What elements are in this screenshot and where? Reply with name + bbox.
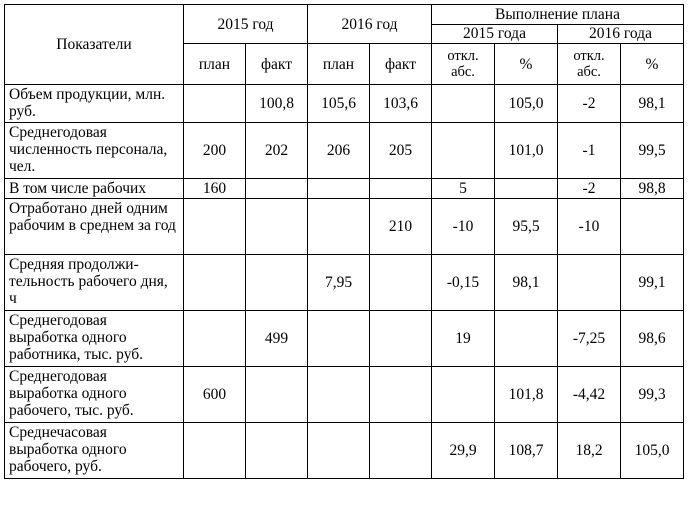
cell-dev-2016: -2	[558, 179, 621, 199]
cell-pct-2016: 99,1	[621, 255, 684, 311]
cell-pct-2016: 105,0	[621, 423, 684, 479]
row-label: Среднегодовая выработка одного рабочего, тыс. руб.	[5, 367, 184, 423]
cell-fact-2016	[370, 255, 432, 311]
cell-plan-2016	[308, 311, 370, 367]
cell-dev-2016: -1	[558, 123, 621, 179]
cell-pct-2016: 99,5	[621, 123, 684, 179]
cell-plan-2015	[184, 255, 246, 311]
header-indicators: Показатели	[5, 5, 184, 85]
cell-fact-2015	[246, 255, 308, 311]
cell-pct-2015: 95,5	[495, 199, 558, 255]
cell-dev-2015	[432, 85, 495, 123]
table-row	[5, 255, 684, 311]
cell-dev-2015	[432, 367, 495, 423]
cell-fact-2015: 499	[246, 311, 308, 367]
row-label: Отработано дней одним рабочим в среднем за год	[5, 199, 184, 255]
table-row	[5, 123, 684, 179]
header-percent-2016: %	[621, 44, 684, 85]
cell-pct-2016: 98,6	[621, 311, 684, 367]
cell-plan-2015: 160	[184, 179, 246, 199]
cell-fact-2015: 202	[246, 123, 308, 179]
cell-dev-2016: -10	[558, 199, 621, 255]
cell-plan-2016: 7,95	[308, 255, 370, 311]
cell-pct-2015	[495, 179, 558, 199]
cell-pct-2015	[495, 311, 558, 367]
cell-dev-2015: 29,9	[432, 423, 495, 479]
cell-plan-2015	[184, 423, 246, 479]
cell-fact-2016	[370, 311, 432, 367]
table-row	[5, 199, 684, 255]
cell-fact-2015	[246, 179, 308, 199]
cell-plan-2016	[308, 423, 370, 479]
cell-pct-2015: 105,0	[495, 85, 558, 123]
row-label: В том числе рабочих	[5, 179, 184, 199]
cell-plan-2016	[308, 179, 370, 199]
header-fact-2016: факт	[370, 44, 432, 85]
header-plan-2015: план	[184, 44, 246, 85]
cell-plan-2015	[184, 199, 246, 255]
header-fact-2015: факт	[246, 44, 308, 85]
cell-dev-2016: 18,2	[558, 423, 621, 479]
cell-dev-2015: 5	[432, 179, 495, 199]
cell-dev-2015: -10	[432, 199, 495, 255]
cell-plan-2015	[184, 85, 246, 123]
cell-pct-2016: 99,3	[621, 367, 684, 423]
table-row	[5, 85, 684, 123]
cell-dev-2015: -0,15	[432, 255, 495, 311]
indicators-table	[4, 4, 684, 479]
table-row	[5, 311, 684, 367]
cell-fact-2015	[246, 367, 308, 423]
cell-plan-2016: 206	[308, 123, 370, 179]
cell-plan-2016	[308, 199, 370, 255]
table-row	[5, 179, 684, 199]
header-exec-2016: 2016 года	[558, 24, 684, 44]
cell-fact-2016	[370, 367, 432, 423]
cell-pct-2015: 101,0	[495, 123, 558, 179]
cell-plan-2016: 105,6	[308, 85, 370, 123]
cell-fact-2015: 100,8	[246, 85, 308, 123]
row-label: Среднегодовая выработка одного работника, тыс. руб.	[5, 311, 184, 367]
cell-dev-2016: -7,25	[558, 311, 621, 367]
cell-plan-2015: 200	[184, 123, 246, 179]
cell-dev-2016: -2	[558, 85, 621, 123]
table-row	[5, 423, 684, 479]
cell-plan-2015: 600	[184, 367, 246, 423]
header-year-2016: 2016 год	[308, 5, 432, 44]
cell-fact-2015	[246, 423, 308, 479]
row-label: Объем продукции, млн. руб.	[5, 85, 184, 123]
header-plan-2016: план	[308, 44, 370, 85]
cell-fact-2016: 210	[370, 199, 432, 255]
cell-pct-2015: 98,1	[495, 255, 558, 311]
header-dev-abs-2016: откл. абс.	[558, 44, 621, 85]
cell-pct-2016	[621, 199, 684, 255]
cell-fact-2016: 205	[370, 123, 432, 179]
cell-dev-2015	[432, 123, 495, 179]
cell-fact-2016: 103,6	[370, 85, 432, 123]
cell-fact-2015	[246, 199, 308, 255]
cell-dev-2016: -4,42	[558, 367, 621, 423]
cell-pct-2015: 108,7	[495, 423, 558, 479]
header-plan-execution: Выполнение плана	[432, 5, 684, 25]
header-dev-abs-2015: откл. абс.	[432, 44, 495, 85]
cell-dev-2016	[558, 255, 621, 311]
row-label: Средняя продолжи-тельность рабочего дня, ч	[5, 255, 184, 311]
table-row	[5, 367, 684, 423]
row-label: Среднегодовая численность персонала, чел.	[5, 123, 184, 179]
cell-pct-2016: 98,8	[621, 179, 684, 199]
cell-pct-2015: 101,8	[495, 367, 558, 423]
cell-plan-2015	[184, 311, 246, 367]
cell-plan-2016	[308, 367, 370, 423]
cell-pct-2016: 98,1	[621, 85, 684, 123]
cell-fact-2016	[370, 423, 432, 479]
header-year-2015: 2015 год	[184, 5, 308, 44]
header-exec-2015: 2015 года	[432, 24, 558, 44]
header-percent-2015: %	[495, 44, 558, 85]
cell-dev-2015: 19	[432, 311, 495, 367]
row-label: Среднечасовая выработка одного рабочего, руб.	[5, 423, 184, 479]
cell-fact-2016	[370, 179, 432, 199]
header-row-years	[5, 5, 684, 25]
